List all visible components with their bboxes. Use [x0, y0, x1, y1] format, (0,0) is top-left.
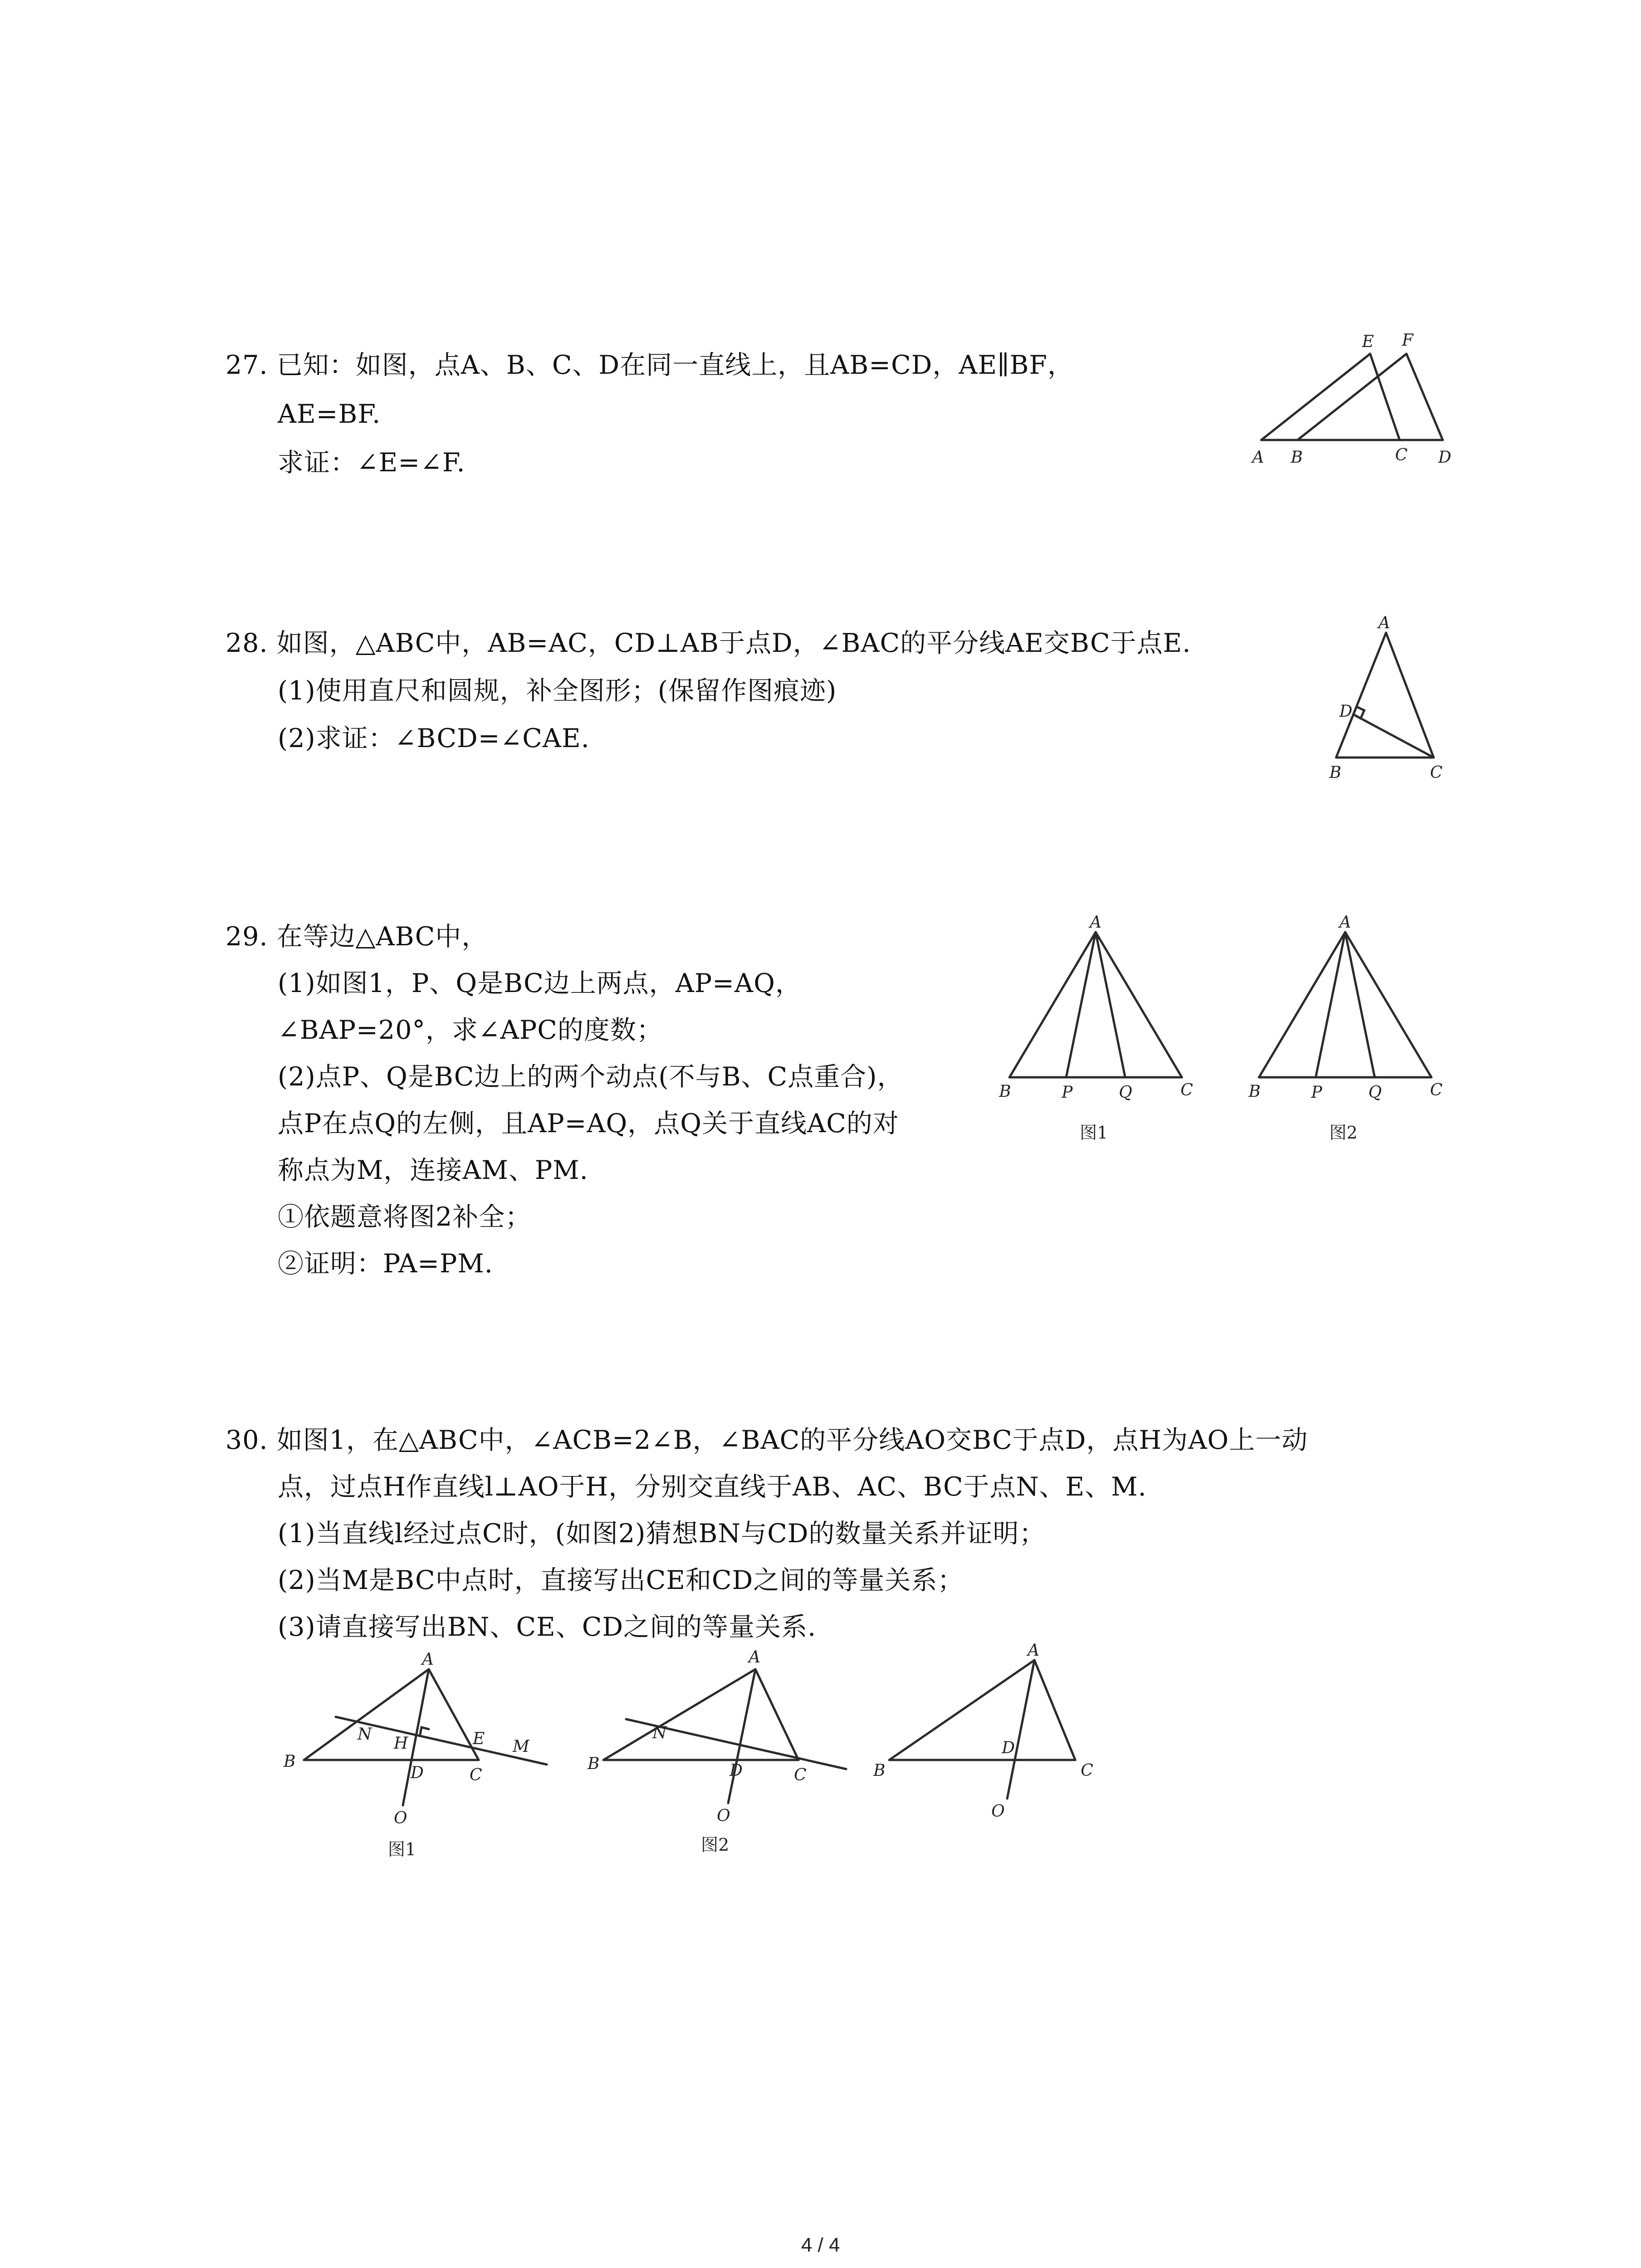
q29f2-label-c: C: [1430, 1081, 1443, 1100]
q27-line-1: 27. 已知：如图，点A、B、C、D在同一直线上，且AB=CD，AE∥BF，: [225, 350, 1074, 380]
q30f1-side-ab: [304, 1669, 429, 1760]
q29f2-segment-ap: [1316, 932, 1345, 1077]
q30-line-5: (3)请直接写出BN、CE、CD之间的等量关系.: [278, 1612, 817, 1642]
q30f3-side-ac: [1034, 1660, 1075, 1760]
q29f1-segment-aq: [1096, 932, 1125, 1077]
q30f2-label-d: D: [730, 1761, 743, 1780]
q30-line-4: (2)当M是BC中点时，直接写出CE和CD之间的等量关系；: [278, 1565, 964, 1595]
q29-figure-2: [1243, 912, 1443, 1157]
q30f1-right-angle-mark: [420, 1727, 429, 1735]
q29-line-5: 点P在点Q的左侧，且AP=AQ，点Q关于直线AC的对: [278, 1109, 899, 1139]
q29-line-3: ∠BAP=20°，求∠APC的度数；: [278, 1015, 663, 1045]
q29f1-label-a: A: [1090, 913, 1102, 932]
q30f1-label-h: H: [394, 1734, 408, 1753]
q29f2-segment-aq: [1345, 932, 1375, 1077]
q29f2-side-ab: [1259, 932, 1345, 1077]
q28-line-1: 28. 如图，△ABC中，AB=AC，CD⊥AB于点D，∠BAC的平分线AE交BC于点E.: [225, 628, 1191, 658]
q30f3-label-d: D: [1002, 1739, 1015, 1757]
q30f3-label-a: A: [1028, 1641, 1039, 1660]
q30f1-label-o: O: [394, 1809, 407, 1828]
q29f2-caption: 图2: [1329, 1123, 1358, 1143]
q28-side-ac: [1386, 633, 1434, 758]
q30f1-label-a: A: [422, 1650, 434, 1669]
q27-label-e: E: [1362, 332, 1374, 351]
q29-figure-1: [994, 912, 1193, 1157]
q29-line-8: ②证明：PA=PM.: [278, 1249, 493, 1279]
q28-label-d: D: [1339, 702, 1352, 721]
q30f1-label-c: C: [470, 1766, 482, 1784]
q27-segment-fd: [1406, 354, 1443, 440]
q29f1-label-c: C: [1181, 1081, 1193, 1100]
q27-segment-ec: [1370, 354, 1400, 440]
q30f2-side-ab: [603, 1669, 755, 1760]
q27-label-d: D: [1438, 448, 1451, 467]
q29f1-caption: 图1: [1080, 1123, 1108, 1143]
q29f1-side-ab: [1009, 932, 1096, 1077]
q30-line-3: (1)当直线l经过点C时，(如图2)猜想BN与CD的数量关系并证明；: [278, 1519, 1046, 1549]
q30f2-label-n: N: [652, 1724, 667, 1742]
q29f2-label-b: B: [1249, 1082, 1261, 1101]
q30f2-side-ac: [755, 1669, 798, 1760]
q30f2-label-c: C: [794, 1766, 807, 1784]
q30-figure-1: [277, 1651, 558, 1860]
q28-label-b: B: [1329, 763, 1342, 782]
q29f1-side-ac: [1096, 932, 1182, 1077]
q30f2-label-a: A: [749, 1648, 760, 1667]
q29f1-label-b: B: [999, 1082, 1011, 1101]
page-number: 4 / 4: [801, 2234, 840, 2256]
q29-line-4: (2)点P、Q是BC边上的两个动点(不与B、C点重合)，: [278, 1062, 904, 1092]
q30f2-label-o: O: [717, 1807, 730, 1825]
q29f1-segment-ap: [1066, 932, 1096, 1077]
q27-label-f: F: [1402, 331, 1413, 350]
q30f1-label-m: M: [513, 1737, 529, 1756]
q27-line-2: AE=BF.: [278, 399, 381, 429]
q29f2-side-ac: [1345, 932, 1431, 1077]
q30f2-label-b: B: [588, 1755, 600, 1773]
q29-line-2: (1)如图1，P、Q是BC边上两点，AP=AQ，: [278, 968, 802, 998]
q30f1-label-n: N: [358, 1725, 372, 1744]
q30f1-label-e: E: [473, 1730, 485, 1748]
q29f2-label-p: P: [1311, 1083, 1323, 1102]
q28-figure: [1298, 608, 1470, 785]
q29-line-1: 29. 在等边△ABC中，: [225, 922, 488, 952]
q30-line-2: 点，过点H作直线l⊥AO于H，分别交直线于AB、AC、BC于点N、E、M.: [278, 1472, 1147, 1502]
q29f1-label-p: P: [1062, 1083, 1073, 1102]
q29-line-7: ①依题意将图2补全；: [278, 1202, 532, 1232]
q29f2-label-a: A: [1339, 913, 1351, 932]
q30f3-label-b: B: [873, 1761, 886, 1780]
q30f2-line-ao: [728, 1669, 755, 1803]
q28-line-2: (1)使用直尺和圆规，补全图形；(保留作图痕迹): [278, 676, 837, 706]
q29-line-6: 称点为M，连接AM、PM.: [278, 1155, 588, 1185]
q30f1-label-b: B: [284, 1752, 296, 1771]
q30-line-1: 30. 如图1，在△ABC中，∠ACB=2∠B，∠BAC的平分线AO交BC于点D，点H为AO上一动: [225, 1425, 1308, 1455]
q30f1-label-d: D: [411, 1764, 424, 1782]
q28-line-3: (2)求证：∠BCD=∠CAE.: [278, 723, 590, 753]
q29f2-label-q: Q: [1368, 1083, 1382, 1102]
q28-side-ab: [1336, 633, 1386, 758]
q27-line-3: 求证：∠E=∠F.: [278, 448, 465, 478]
q28-label-c: C: [1430, 763, 1443, 782]
q30-figure-3: [871, 1637, 1125, 1846]
q27-label-c: C: [1395, 446, 1408, 464]
q30f1-caption: 图1: [388, 1839, 416, 1859]
q27-label-b: B: [1291, 448, 1303, 467]
q28-segment-cd: [1353, 714, 1434, 758]
q30f2-caption: 图2: [701, 1835, 730, 1855]
q27-figure: [1243, 331, 1461, 481]
q29f1-label-q: Q: [1119, 1083, 1132, 1102]
q30-figure-2: [585, 1637, 867, 1855]
q30f3-line-ao: [1007, 1660, 1034, 1799]
q30f3-label-c: C: [1081, 1761, 1093, 1780]
q30f3-label-o: O: [991, 1802, 1005, 1821]
q27-label-a: A: [1252, 448, 1264, 467]
q28-label-a: A: [1378, 614, 1390, 632]
